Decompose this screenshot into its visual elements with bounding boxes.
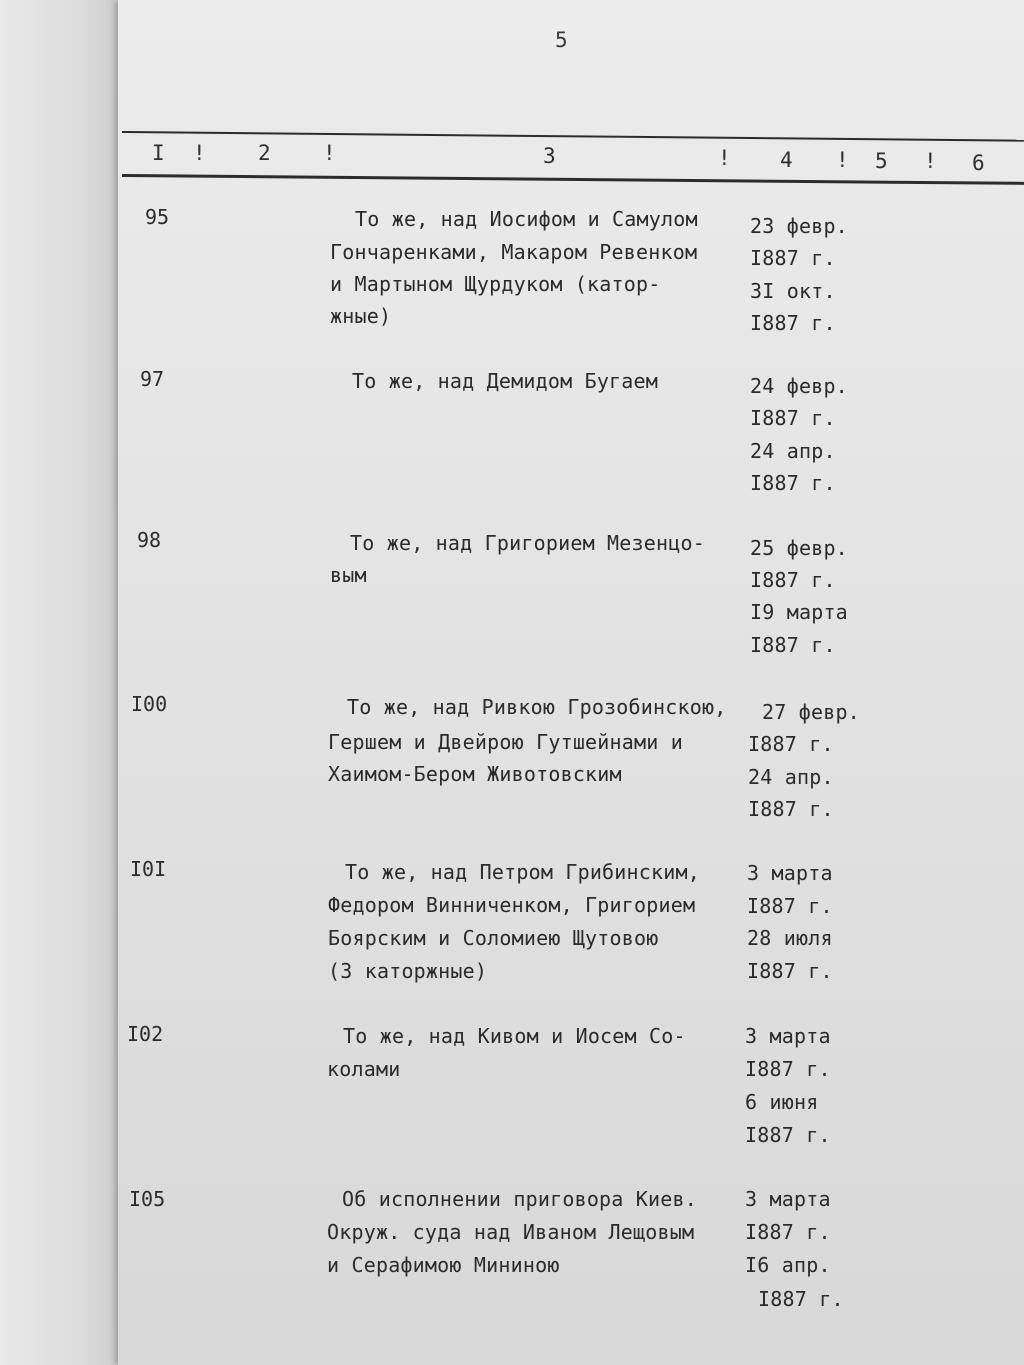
- record-date-line: 28 июля: [747, 926, 833, 950]
- record-description-line: Хаимом-Бером Животовским: [328, 762, 622, 786]
- record-description-line: То же, над Кивом и Иосем Со-: [343, 1024, 686, 1048]
- record-date-line: 27 февр.: [762, 700, 860, 724]
- header-col-5: 5: [875, 149, 888, 173]
- record-date-line: 6 июня: [745, 1090, 819, 1114]
- record-date-line: I887 г.: [750, 246, 836, 270]
- record-date-line: 3I окт.: [750, 279, 836, 303]
- record-date-line: 3 марта: [747, 861, 833, 885]
- record-date-line: 25 февр.: [750, 536, 848, 560]
- record-date-line: 3 марта: [745, 1187, 831, 1211]
- header-separator: !: [718, 146, 731, 170]
- record-date-line: I887 г.: [750, 471, 836, 495]
- record-description-line: Боярским и Соломиею Щутовою: [328, 926, 659, 950]
- record-date-line: I6 апр.: [745, 1253, 831, 1277]
- record-date-line: I887 г.: [747, 894, 833, 918]
- record-description-line: Гершем и Двейрою Гутшейнами и: [328, 730, 683, 754]
- record-description-line: То же, над Иосифом и Самулом: [355, 207, 698, 231]
- record-date-line: 3 марта: [745, 1024, 831, 1048]
- record-date-line: I887 г.: [747, 959, 833, 983]
- record-date-line: 24 февр.: [750, 374, 848, 398]
- record-date-line: I887 г.: [745, 1123, 831, 1147]
- record-number: I02: [127, 1022, 164, 1046]
- record-number: 98: [137, 528, 162, 552]
- header-separator: !: [836, 148, 849, 172]
- record-description-line: То же, над Демидом Бугаем: [352, 369, 659, 393]
- record-description-line: То же, над Ривкою Грозобинскою,: [347, 695, 727, 719]
- record-description-line: (3 каторжные): [328, 959, 488, 983]
- record-date-line: 24 апр.: [748, 765, 834, 789]
- record-description-line: То же, над Григорием Мезенцо-: [350, 531, 705, 555]
- header-separator: !: [193, 141, 206, 165]
- record-number: I00: [131, 692, 168, 716]
- record-date-line: 24 апр.: [750, 439, 836, 463]
- record-number: 97: [140, 367, 165, 391]
- record-description-line: вым: [330, 563, 367, 587]
- header-separator: !: [323, 141, 336, 165]
- record-date-line: I887 г.: [750, 406, 836, 430]
- record-description-line: Гончаренками, Макаром Ревенком: [330, 240, 698, 264]
- record-description-line: Федором Винниченком, Григорием: [328, 893, 696, 917]
- page-number: 5: [555, 28, 568, 52]
- underlying-page-edge: [0, 0, 135, 1365]
- record-description-line: и Мартыном Щурдуком (катор-: [330, 272, 661, 296]
- record-date-line: I887 г.: [750, 633, 836, 657]
- header-col-4: 4: [780, 148, 793, 172]
- record-date-line: I887 г.: [748, 797, 834, 821]
- record-date-line: I887 г.: [745, 1057, 831, 1081]
- record-date-line: 23 февр.: [750, 214, 848, 238]
- record-number: I05: [129, 1187, 166, 1211]
- record-date-line: I887 г.: [748, 732, 834, 756]
- record-description-line: То же, над Петром Грибинским,: [345, 860, 700, 884]
- record-date-line: I9 марта: [750, 600, 848, 624]
- record-date-line: I887 г.: [750, 568, 836, 592]
- record-number: I0I: [130, 857, 167, 881]
- header-col-6: 6: [972, 151, 985, 175]
- record-number: 95: [145, 205, 170, 229]
- record-date-line: I887 г.: [758, 1287, 844, 1311]
- record-date-line: I887 г.: [745, 1220, 831, 1244]
- record-description-line: Окруж. суда над Иваном Лещовым: [327, 1220, 695, 1244]
- record-description-line: Об исполнении приговора Киев.: [342, 1187, 697, 1211]
- record-description-line: жные): [330, 304, 392, 328]
- header-separator: !: [924, 149, 937, 173]
- record-description-line: и Серафимою Мининою: [327, 1253, 560, 1277]
- record-date-line: I887 г.: [750, 311, 836, 335]
- record-description-line: колами: [327, 1057, 401, 1081]
- header-col-2: 2: [258, 141, 271, 165]
- header-col-3: 3: [543, 144, 556, 168]
- header-col-1: I: [152, 141, 165, 165]
